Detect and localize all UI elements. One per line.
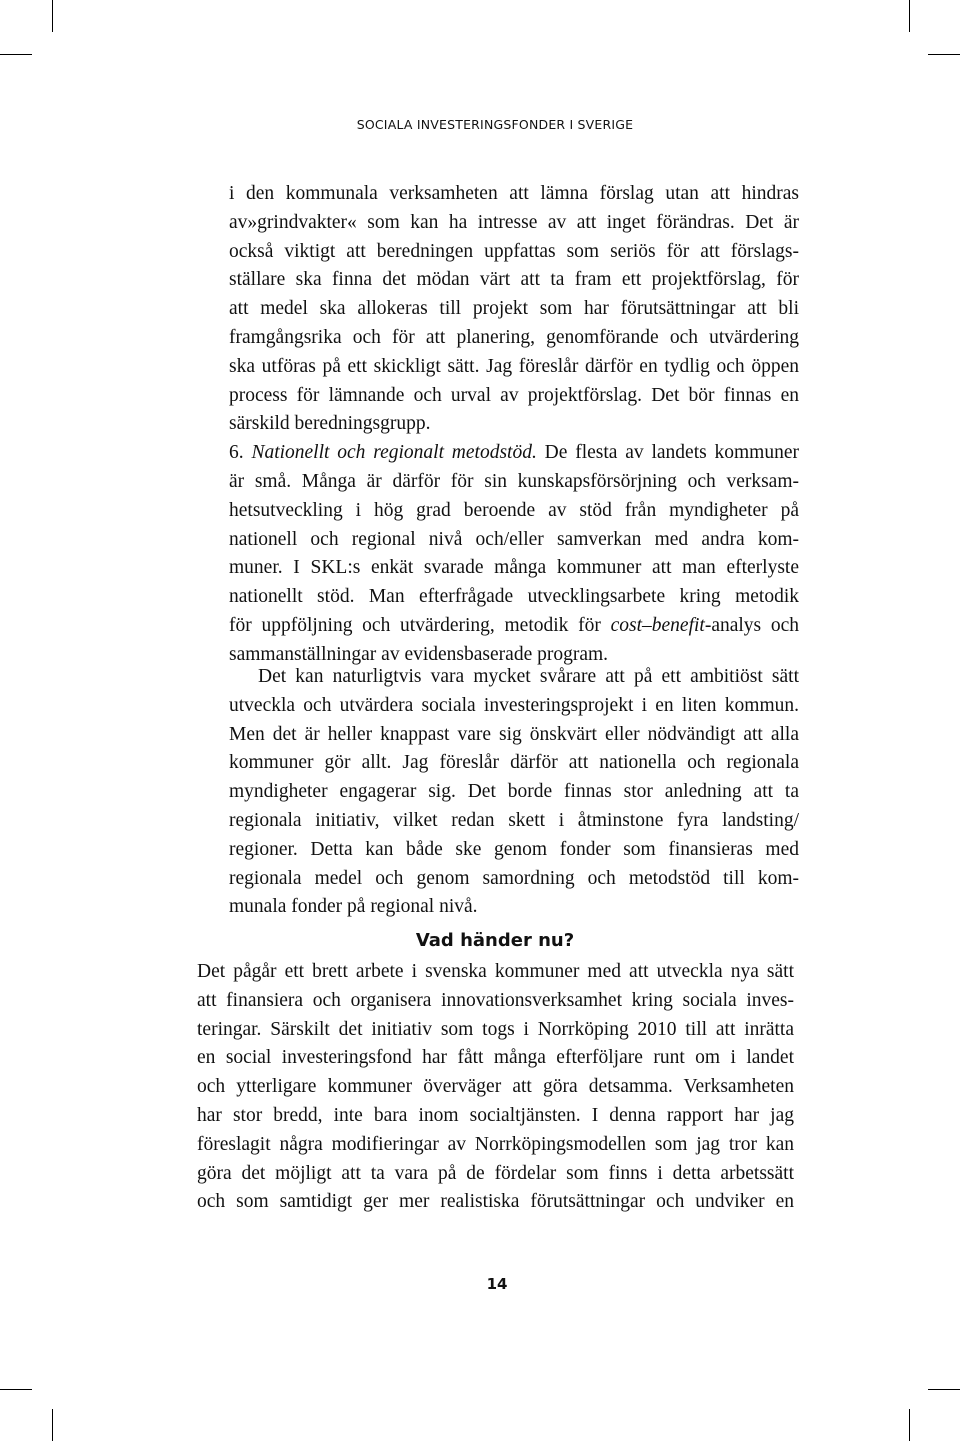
text-line: kommuner gör allt. Jag föreslår därför att nationella och regionala bbox=[229, 752, 799, 774]
page-number: 14 bbox=[486, 1275, 508, 1293]
text-line: nationellt stöd. Man efterfrågade utvecklingsarbete kring metodik bbox=[229, 586, 799, 608]
text-line: sammanställningar av evidensbaserade program. bbox=[229, 643, 609, 665]
text-fragment: för uppföljning och utvärdering, metodik för bbox=[229, 614, 601, 636]
text-line: också viktigt att beredningen uppfattas som seriös för att förslags- bbox=[229, 240, 799, 262]
text-line: munala fonder på regional nivå. bbox=[229, 896, 478, 918]
text-line: regionala initiativ, vilket redan skett i åtminstone fyra landsting/ bbox=[229, 809, 799, 831]
text-line: och som samtidigt ger mer realistiska förutsättningar och undviker en bbox=[197, 1191, 794, 1213]
text-line: av»grindvakter« som kan ha intresse av att inget förändras. Det är bbox=[229, 211, 799, 233]
text-line: att finansiera och organisera innovationsverksamhet kring sociala inves- bbox=[197, 989, 794, 1011]
text-line: utveckla och utvärdera sociala investeringsprojekt i en liten kommun. bbox=[229, 694, 799, 716]
text-line: föreslagit några modifieringar av Norrköpingsmodellen som jag tror kan bbox=[197, 1133, 794, 1155]
text-line: nationell och regional nivå och/eller samverkan med andra kom- bbox=[229, 528, 799, 550]
text-line: i den kommunala verksamheten att lämna förslag utan att hindras bbox=[229, 183, 799, 204]
paragraph-1 bbox=[229, 180, 799, 670]
crop-mark-top-left bbox=[52, 0, 53, 32]
text-line: en social investeringsfond har fått många efterföljare runt om i landet bbox=[197, 1047, 794, 1069]
text-line: teringar. Särskilt det initiativ som togs i Norrköping 2010 till att inrätta bbox=[197, 1018, 794, 1040]
text-line: Men det är heller knappast vare sig önskvärt eller nödvändigt att alla bbox=[229, 723, 799, 745]
text-line: ska utföras på ett skickligt sätt. Jag föreslår därför en tydlig och öppen bbox=[229, 355, 799, 377]
paragraph-2 bbox=[229, 663, 799, 922]
paragraph-3 bbox=[197, 958, 794, 1217]
text-line: process för lämnande och urval av projektförslag. Det bör finnas en bbox=[229, 384, 799, 406]
crop-mark-left-bottom bbox=[0, 1389, 32, 1390]
cost-benefit-term: cost–benefit bbox=[610, 614, 705, 636]
text-line-cost-benefit bbox=[229, 612, 799, 641]
text-line: regionala medel och genom samordning och metodstöd till kom- bbox=[229, 867, 799, 889]
text-line: myndigheter engagerar sig. Det borde finnas stor anledning att ta bbox=[229, 781, 799, 803]
crop-mark-left-top bbox=[0, 54, 32, 55]
text-line: särskild beredningsgrupp. bbox=[229, 413, 431, 435]
crop-mark-top-right bbox=[909, 0, 910, 32]
list-item-6-heading-line bbox=[229, 439, 799, 468]
text-line: regioner. Detta kan både ske genom fonder som finansieras med bbox=[229, 838, 799, 860]
text-line: muner. I SKL:s enkät svarade många kommuner att man efterlyste bbox=[229, 557, 799, 579]
running-head: SOCIALA INVESTERINGSFONDER I SVERIGE bbox=[356, 117, 634, 132]
section-heading: Vad händer nu? bbox=[415, 930, 575, 951]
text-line: och ytterligare kommuner överväger att göra detsamma. Verksamheten bbox=[197, 1076, 794, 1098]
text-line: har stor bredd, inte bara inom socialtjänsten. I denna rapport har jag bbox=[197, 1104, 794, 1126]
crop-mark-bottom-right bbox=[909, 1409, 910, 1441]
text-line: Det pågår ett brett arbete i svenska kommuner med att utveckla nya sätt bbox=[197, 961, 794, 982]
crop-mark-right-top bbox=[928, 54, 960, 55]
text-line: är små. Många är därför för sin kunskapsförsörjning och verksam- bbox=[229, 470, 799, 492]
text-fragment: De flesta av landets kommuner bbox=[544, 442, 799, 464]
text-line: ställare ska finna det mödan värt att ta fram ett projektförslag, för bbox=[229, 269, 799, 291]
text-fragment: -analys och bbox=[704, 614, 800, 636]
crop-mark-right-bottom bbox=[928, 1389, 960, 1390]
list-item-title: Nationellt och regionalt metodstöd. bbox=[251, 442, 537, 464]
crop-mark-bottom-left bbox=[52, 1409, 53, 1441]
text-line: göra det möjligt att ta vara på de fördelar som finns i detta arbetssätt bbox=[197, 1162, 794, 1184]
text-line: Det kan naturligtvis vara mycket svårare att på ett ambitiöst sätt bbox=[258, 666, 799, 687]
text-line: att medel ska allokeras till projekt som har förutsättningar att bli bbox=[229, 298, 799, 320]
text-line: framgångsrika och för att planering, genomförande och utvärdering bbox=[229, 326, 799, 348]
text-line: hetsutveckling i hög grad beroende av stöd från myndigheter på bbox=[229, 499, 799, 521]
list-item-number: 6. bbox=[229, 442, 244, 464]
